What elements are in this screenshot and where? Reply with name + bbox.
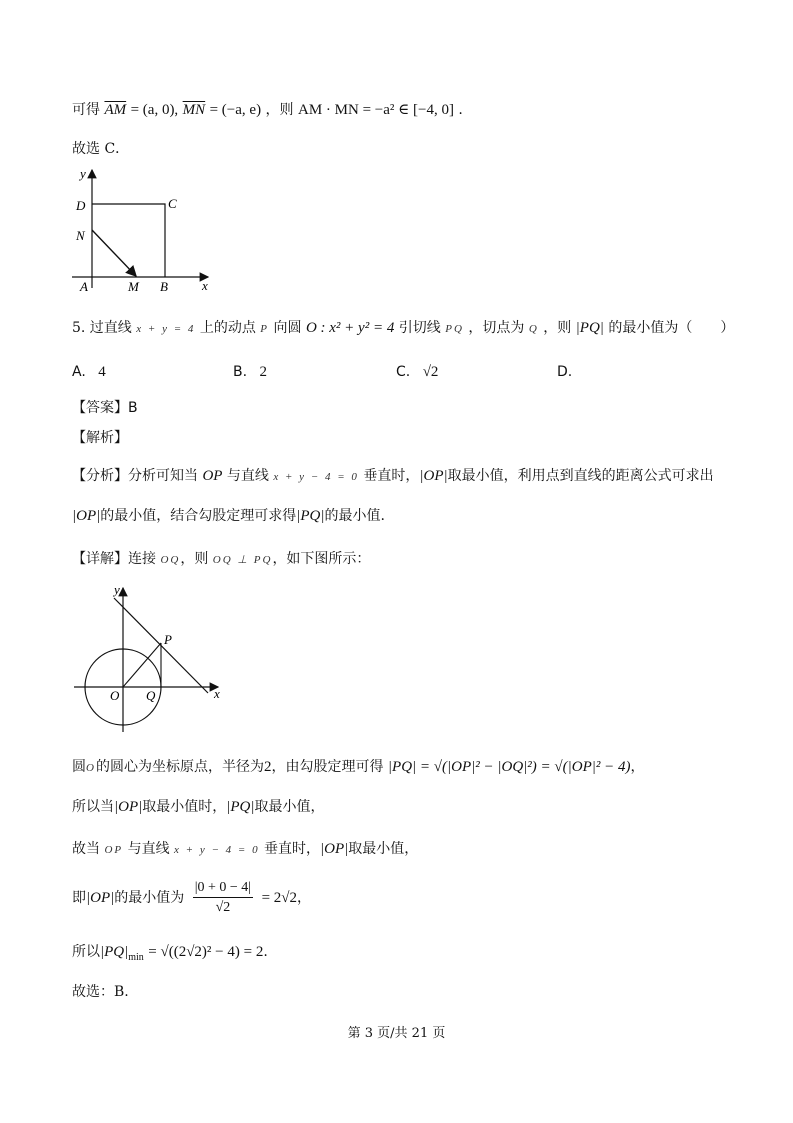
label-y: y — [114, 582, 120, 597]
answer-value: B — [128, 400, 138, 416]
square-figure — [68, 164, 218, 294]
q5-circle-eq: O : x² + y² = 4 — [305, 320, 395, 336]
q5-abs-pq: |PQ| — [575, 320, 604, 336]
step3-line-eq: x + y − 4 = 0 — [174, 844, 260, 856]
q5-text5: ，则 — [543, 320, 572, 336]
xiangjie-tag: 【详解】 — [72, 551, 128, 567]
step-4: 即|OP|的最小值为 $\frac{|0 + 0 - 4|}{√2}$ = 2√2， — [72, 878, 311, 918]
q5-point-p: P — [260, 323, 270, 335]
xiangjie-oq: OQ — [160, 554, 181, 566]
step-2: 所以当|OP|取最小值时，|PQ|取最小值， — [72, 799, 325, 815]
vector-nm-arrow — [92, 230, 136, 276]
option-b: B. 2 — [233, 364, 268, 380]
fenxi-tag: 【分析】 — [72, 468, 128, 484]
label-o: O — [110, 688, 120, 703]
option-a: A. 4 — [72, 364, 106, 380]
label-m: M — [128, 279, 139, 294]
step1-equation: |PQ| = √(|OP|² − |OQ|²) = √(|OP|² − 4) — [387, 759, 631, 775]
q5-text2: 向圆 — [273, 320, 302, 336]
step-1: 圆O的圆心为坐标原点，半径为2，由勾股定理可得 |PQ| = √(|OP|² − |OQ|²) = √(|OP|² − 4)， — [72, 759, 645, 775]
fraction-numerator: |0 + 0 − 4| — [193, 879, 253, 898]
page-footer: 第 3 页/共 21 页 — [347, 1026, 446, 1041]
q5-text3: 引切线 — [398, 320, 441, 336]
fenxi-line-1: 【分析】分析可知当 OP 与直线 x + y − 4 = 0 垂直时，|OP|取最小值，利用点到直线的距离公式可求出 — [72, 468, 714, 484]
q5-line-eq: x + y = 4 — [136, 323, 196, 335]
q5-text6: 的最小值为（ ） — [608, 320, 735, 336]
step2-abs-op: |OP| — [114, 799, 143, 815]
then-text: ，则 — [265, 102, 294, 118]
step1-o: O — [86, 762, 96, 774]
option-d: D. — [557, 364, 573, 380]
step-3: 故当 OP 与直线 x + y − 4 = 0 垂直时，|OP|取最小值， — [72, 841, 419, 857]
vector-am: $\overline{AM}$ — [104, 102, 127, 118]
vector-result-line — [72, 100, 463, 120]
step3-op: OP — [104, 844, 124, 856]
step4-result: = 2√2 — [261, 890, 298, 906]
intro-text: 可得 — [72, 102, 100, 118]
fenxi-abs-op-2: |OP| — [72, 508, 101, 524]
xiangjie-perp: OQ ⊥ PQ — [212, 554, 273, 566]
label-n: N — [76, 228, 85, 243]
step2-abs-pq: |PQ| — [226, 799, 255, 815]
analysis-tag: 【解析】 — [72, 430, 128, 446]
fenxi-op: OP — [202, 468, 223, 484]
label-a: A — [80, 279, 88, 294]
answer-line — [72, 398, 138, 418]
step5-lhs: |PQ| — [100, 944, 129, 960]
option-c: C. √2 — [396, 364, 439, 380]
dot-product-result: AM · MN = −a² ∈ [−4, 0] — [297, 102, 454, 118]
end-period: . — [458, 102, 463, 118]
step3-abs-op: |OP| — [320, 841, 349, 857]
vector-am-value: = (a, 0), — [130, 102, 179, 118]
label-d: D — [76, 198, 86, 213]
label-x: x — [214, 686, 220, 701]
label-b: B — [160, 279, 168, 294]
fenxi-line-2: |OP|的最小值，结合勾股定理可求得|PQ|的最小值. — [72, 508, 385, 524]
answer-tag: 【答案】 — [72, 400, 128, 416]
final-answer: 故选：B. — [72, 984, 129, 1000]
vector-mn: $\overline{MN}$ — [182, 102, 206, 118]
step4-abs-op: |OP| — [86, 890, 115, 906]
fraction-denominator: √2 — [215, 899, 231, 915]
circle-tangent-figure — [68, 580, 228, 740]
xiangjie-line: 【详解】连接 OQ，则 OQ ⊥ PQ，如下图所示： — [72, 551, 371, 567]
fenxi-abs-op: |OP| — [419, 468, 448, 484]
q5-number: 5. 过直线 — [72, 320, 132, 336]
vector-mn-value: = (−a, e) — [209, 102, 262, 118]
q5-tangent-pq: PQ — [445, 323, 464, 335]
label-c: C — [168, 196, 177, 211]
label-q: Q — [146, 688, 156, 703]
label-y: y — [80, 166, 86, 181]
question-5 — [72, 318, 734, 339]
q5-text4: ，切点为 — [468, 320, 525, 336]
label-p: P — [164, 632, 172, 647]
fenxi-abs-pq: |PQ| — [296, 508, 325, 524]
step1-radius: 2 — [263, 759, 272, 775]
fenxi-line-eq: x + y − 4 = 0 — [273, 471, 359, 483]
step5-min: min — [128, 951, 144, 963]
distance-fraction — [193, 879, 253, 918]
step-5: 所以$|PQ|_{min} = √((2√2)^2 - 4) = 2$. — [72, 944, 268, 963]
q5-text1: 上的动点 — [199, 320, 256, 336]
choose-c-line: 故选 C． — [72, 141, 130, 157]
q5-point-q: Q — [528, 323, 539, 335]
step5-rhs: = √((2√2)² − 4) = 2 — [148, 944, 264, 960]
label-x: x — [202, 278, 208, 293]
